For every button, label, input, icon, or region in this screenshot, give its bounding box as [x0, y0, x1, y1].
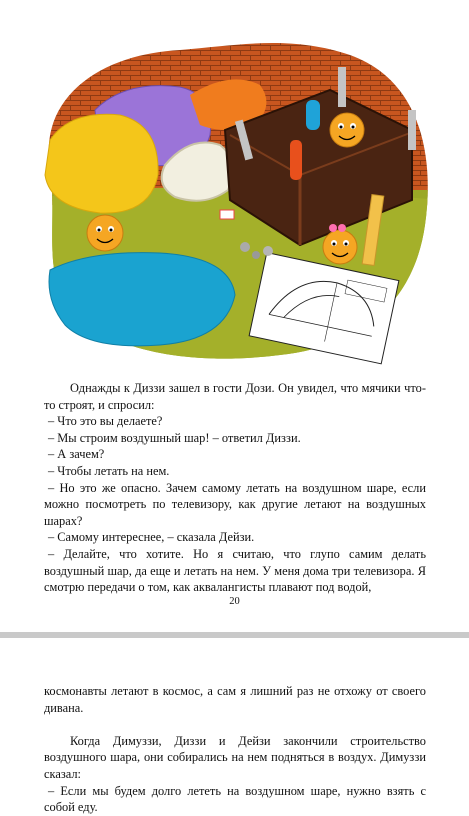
text-paragraph: – Делайте, что хотите. Но я считаю, что глупо самим делать воздушный шар, да еще и летать на нем. У меня дома три телевизора. Я смотрю передачи о том, как аквалангисты плавают под водой, [44, 546, 426, 595]
page-number: 20 [229, 596, 240, 607]
text-paragraph: – Но это же опасно. Зачем самому летать на воздушном шаре, если можно посмотреть по телевизору, как другие летают на воздушных шарах? [44, 480, 426, 528]
yellow-cloth [45, 114, 158, 213]
ball-character-basket [330, 113, 364, 147]
text-paragraph: – Что это вы делаете? [48, 414, 163, 429]
text-paragraph: космонавты летают в космос, а сам я лишний раз не отхожу от своего дивана. [44, 684, 426, 715]
text-paragraph: – Мы строим воздушный шар! – ответил Диззи. [48, 430, 301, 445]
text-paragraph: – Чтобы летать на нем. [48, 463, 170, 478]
text-paragraph: Однажды к Диззи зашел в гости Дози. Он увидел, что мячики что-то строят, и спросил: [44, 381, 426, 412]
ball-character-left [87, 215, 123, 251]
text-paragraph: Когда Димуззи, Диззи и Дейзи закончили строительство воздушного шара, они собирались на нем подняться в воздух. Димуззи сказал: [44, 733, 426, 781]
page-text-top [44, 380, 426, 596]
text-paragraph: – Самому интереснее, – сказала Дейзи. [48, 530, 255, 545]
page-text-bottom [44, 683, 426, 816]
text-paragraph: – А зачем? [48, 447, 105, 462]
text-paragraph: – Если мы будем долго лететь на воздушном шаре, нужно взять с собой еду. [44, 783, 426, 815]
blue-cloth [49, 253, 235, 346]
page-divider [0, 632, 469, 638]
book-illustration [30, 25, 440, 370]
